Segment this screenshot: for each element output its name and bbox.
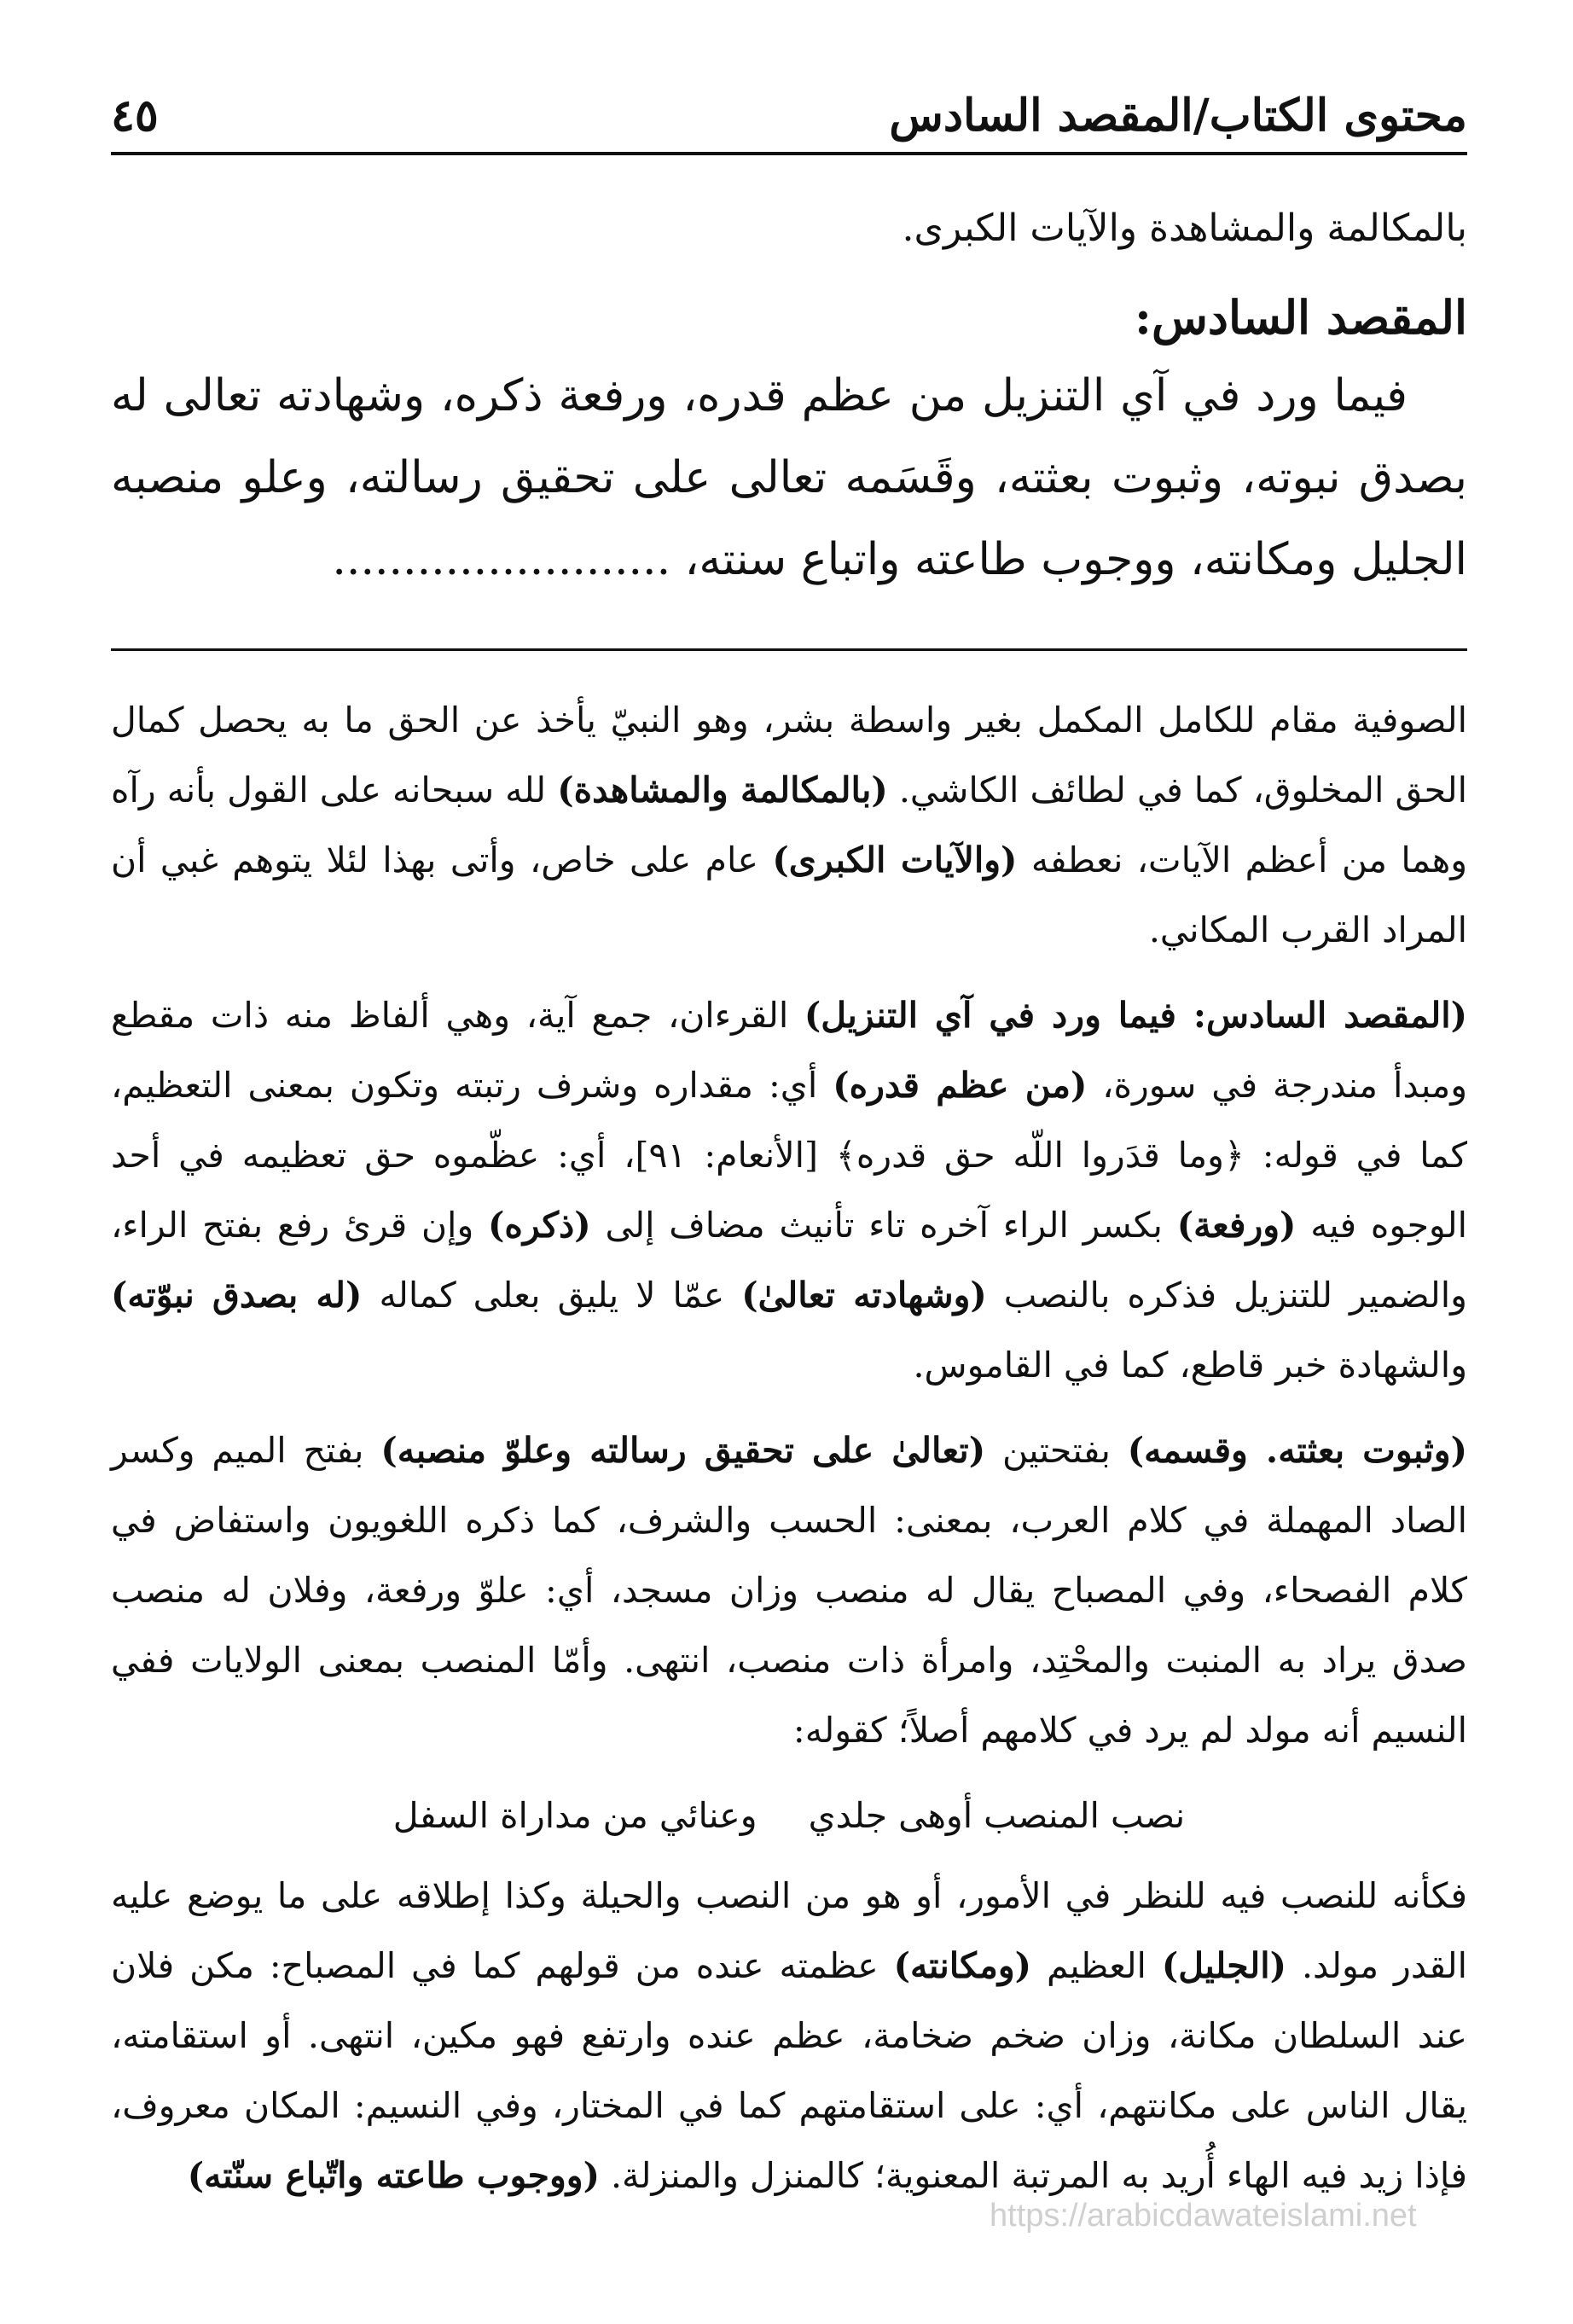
commentary-text: عمّا لا يليق بعلى كماله	[362, 1275, 742, 1316]
commentary-text: بكسر الراء آخره تاء تأنيث مضاف إلى	[590, 1205, 1177, 1246]
commentary-lemma: (من عظم قدره)	[833, 1065, 1088, 1106]
main-paragraph: فيما ورد في آي التنزيل من عظم قدره، ورفعة ذكره، وشهادته تعالى له بصدق نبوته، وثبوت بعثته، وقَسَمه تعالى على تحقيق رسالته، وعلو منصبه الجليل ومكانته، ووجوب طاعته واتباع سنته، ........................	[111, 370, 1467, 585]
section-heading: المقصد السادس:	[1135, 290, 1467, 345]
commentary-text: عام على خاص، وأتى بهذا لئلا يتوهم غبي أن المراد القرب المكاني.	[111, 840, 1467, 950]
commentary-text: الصوفية مقام للكامل المكمل بغير واسطة بشر، وهو النبيّ يأخذ عن الحق ما به يحصل كمال الحق المخلوق، كما في لطائف الكاشي.	[111, 700, 1468, 810]
commentary-text: العظيم	[1031, 1945, 1162, 1986]
commentary-lemma: (وشهادته تعالىٰ)	[741, 1275, 987, 1316]
commentary-text: عظمته عنده من قولهم كما في المصباح: مكن فلان عند السلطان مكانة، وزان ضخم ضخامة، عظم عنده وارتفع فهو مكين، انتهى. أو استقامته، يقال الناس على مكانتهم، أي: على استقامتهم كما في المختار، وفي النسيم: المكان معروف، فإذا زيد فيه الهاء أُريد به المرتبة المعنوية؛ كالمنزل والمنزلة.	[111, 1945, 1467, 2196]
commentary-lemma: (وثبوت بعثته. وقسمه)	[1127, 1430, 1467, 1471]
commentary-lemma: (ومكانته)	[893, 1945, 1032, 1986]
page-header	[111, 60, 1467, 155]
commentary-lemma: (تعالىٰ على تحقيق رسالته وعلوّ منصبه)	[380, 1430, 986, 1471]
book-page	[111, 60, 1467, 2278]
commentary-lemma: (ذكره)	[488, 1205, 591, 1246]
commentary-lemma: (الجليل)	[1161, 1945, 1287, 1986]
commentary-text: وإن قرئ رفع بفتح الراء، والضمير للتنزيل فذكره بالنصب	[111, 1205, 1467, 1316]
commentary-paragraph	[111, 980, 1467, 1400]
poetry-verse	[111, 1781, 1467, 1850]
commentary-text: لله سبحانه على القول بأنه رآه وهما من أعظم الآيات، نعطفه	[111, 770, 1467, 880]
commentary-lemma: (المقصد السادس: فيما ورد في آي التنزيل)	[804, 995, 1467, 1036]
commentary-paragraph	[111, 1415, 1467, 1765]
commentary-text: بفتحتين	[985, 1430, 1128, 1471]
commentary-paragraph	[111, 685, 1467, 965]
commentary-lemma: (له بصدق نبوّته)	[111, 1275, 363, 1316]
commentary-lemma: (والآيات الكبرى)	[772, 840, 1018, 880]
commentary-section	[111, 685, 1467, 2211]
commentary-text: بفتح الميم وكسر الصاد المهملة في كلام العرب، بمعنى: الحسب والشرف، كما ذكره اللغويون واستفاض في كلام الفصحاء، وفي المصباح يقال له منصب وزان مسجد، أي: علوّ ورفعة، وفلان له منصب صدق يراد به المنبت والمحْتِد، وامرأة ذات منصب، انتهى. وأمّا المنصب بمعنى الولايات ففي النسيم أنه مولد لم يرد في كلامهم أصلاً؛ كقوله:	[111, 1430, 1467, 1751]
watermark-url: https://arabicdawateislami.net	[990, 2198, 1417, 2234]
verse-hemistich-left: وعنائي من مداراة السفل	[392, 1795, 757, 1836]
commentary-paragraph-after-verse	[111, 1861, 1467, 2211]
commentary-lemma: (ورفعة)	[1176, 1205, 1297, 1246]
continued-line: بالمكالمة والمشاهدة والآيات الكبرى.	[902, 206, 1467, 250]
footnote-divider	[111, 648, 1467, 651]
page-number: ٤٥	[111, 90, 159, 142]
commentary-text: فكأنه للنصب فيه للنظر في الأمور، أو هو من النصب والحيلة وكذا إطلاقه على ما يوضع عليه القدر مولد.	[111, 1875, 1467, 1986]
commentary-text: والشهادة خبر قاطع، كما في القاموس.	[913, 1345, 1467, 1386]
commentary-lemma: (ووجوب طاعته واتّباع سنّته)	[187, 2155, 600, 2196]
commentary-text: القرءان، جمع آية، وهي ألفاظ منه ذات مقطع ومبدأ مندرجة في سورة،	[111, 995, 1467, 1106]
main-text	[111, 189, 1467, 601]
commentary-text: أي: مقداره وشرف رتبته وتكون بمعنى التعظيم، كما في قوله: ﴿وما قدَروا اللّه حق قدره﴾ [الأنعام: ٩١]، أي: عظّموه حق تعظيمه في أحد الوجوه فيه	[111, 1065, 1467, 1246]
commentary-lemma: (بالمكالمة والمشاهدة)	[557, 770, 888, 810]
running-header-title: محتوى الكتاب/المقصد السادس	[889, 90, 1467, 142]
verse-hemistich-right: نصب المنصب أوهى جلدي	[808, 1795, 1186, 1836]
